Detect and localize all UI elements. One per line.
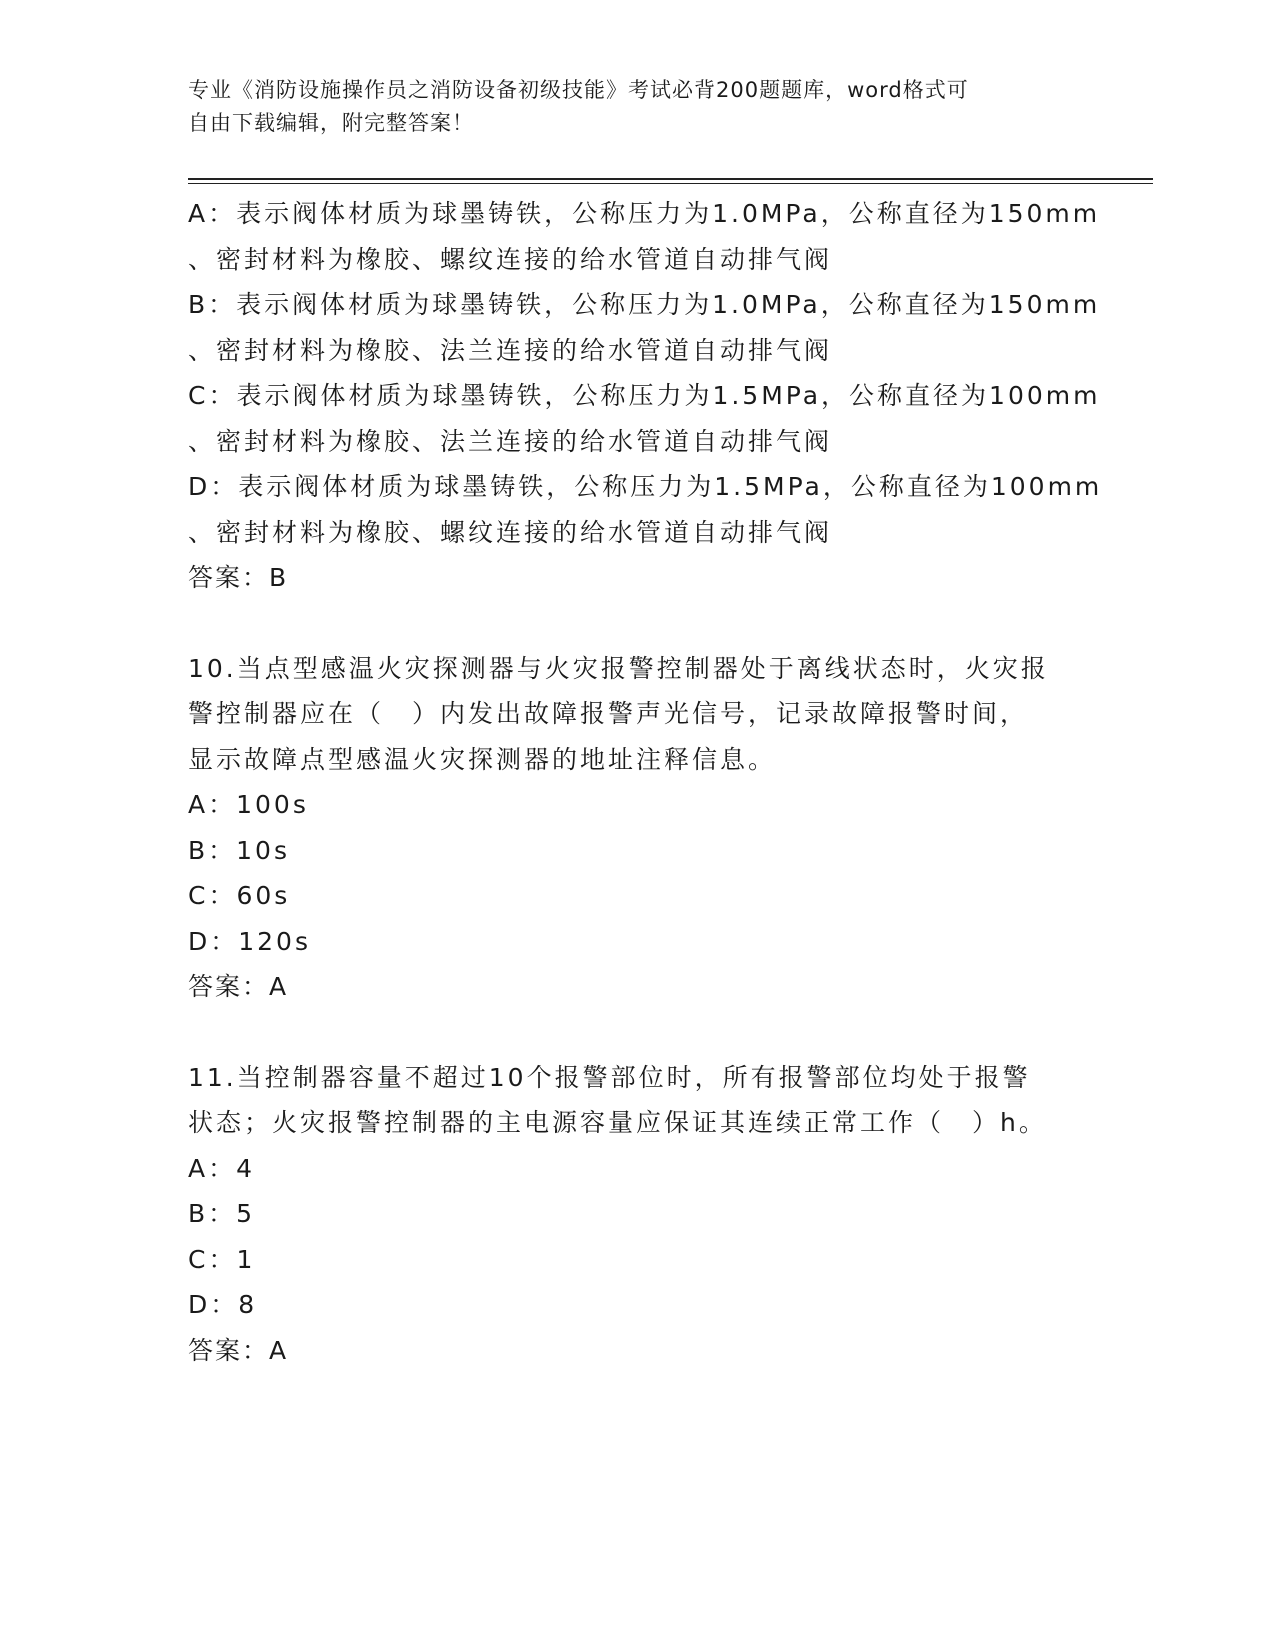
question-10-text-line-1: 10.当点型感温火灾探测器与火灾报警控制器处于离线状态时，火灾报: [188, 653, 1049, 683]
option-b-line-2: 、密封材料为橡胶、法兰连接的给水管道自动排气阀: [188, 335, 833, 365]
question-11-text-line-2: 状态；火灾报警控制器的主电源容量应保证其连续正常工作（ ）h。: [188, 1108, 1047, 1137]
option-c-line-1: C：表示阀体材质为球墨铸铁，公称压力为1.5MPa，公称直径为100mm: [188, 381, 1101, 410]
document-header: [188, 74, 1078, 140]
question-11-option-c: C：1: [188, 1244, 256, 1274]
question-11-text-line-1: 11.当控制器容量不超过10个报警部位时，所有报警部位均处于报警: [188, 1062, 1031, 1092]
question-10-option-b: B：10s: [188, 835, 290, 865]
question-11-option-b: B：5: [188, 1199, 256, 1228]
question-11-option-d: D：8: [188, 1290, 258, 1319]
question-9-answer: 答案：B: [188, 563, 289, 592]
spacer: [188, 1010, 1088, 1055]
header-divider-thick: [188, 178, 1153, 180]
option-c-line-2: 、密封材料为橡胶、法兰连接的给水管道自动排气阀: [188, 426, 833, 456]
option-a-line-1: A：表示阀体材质为球墨铸铁，公称压力为1.0MPa，公称直径为150mm: [188, 199, 1101, 228]
question-11-answer: 答案：A: [188, 1335, 289, 1365]
option-b-line-1: B：表示阀体材质为球墨铸铁，公称压力为1.0MPa，公称直径为150mm: [188, 290, 1101, 319]
question-10-option-c: C：60s: [188, 881, 291, 910]
header-line-2: 自由下载编辑，附完整答案！: [188, 111, 474, 135]
question-11-option-a: A：4: [188, 1153, 256, 1183]
question-9-options: [188, 191, 1103, 555]
question-10-text-line-2: 警控制器应在（ ）内发出故障报警声光信号，记录故障报警时间，: [188, 699, 1029, 728]
question-10-answer: 答案：A: [188, 972, 289, 1001]
question-10-text-line-3: 显示故障点型感温火灾探测器的地址注释信息。: [188, 744, 777, 774]
question-10-option-a: A：100s: [188, 790, 309, 819]
option-d-line-2: 、密封材料为橡胶、螺纹连接的给水管道自动排气阀: [188, 517, 833, 547]
header-divider-thin: [188, 183, 1153, 184]
header-line-1: 专业《消防设施操作员之消防设备初级技能》考试必背200题题库，word格式可: [188, 78, 969, 102]
question-10-option-d: D：120s: [188, 926, 311, 956]
document-body: [188, 191, 1103, 1373]
question-10: [188, 646, 1088, 1010]
option-a-line-2: 、密封材料为橡胶、螺纹连接的给水管道自动排气阀: [188, 244, 833, 274]
option-d-line-1: D：表示阀体材质为球墨铸铁，公称压力为1.5MPa，公称直径为100mm: [188, 472, 1103, 501]
question-11: [188, 1055, 1088, 1374]
spacer: [188, 601, 1088, 646]
